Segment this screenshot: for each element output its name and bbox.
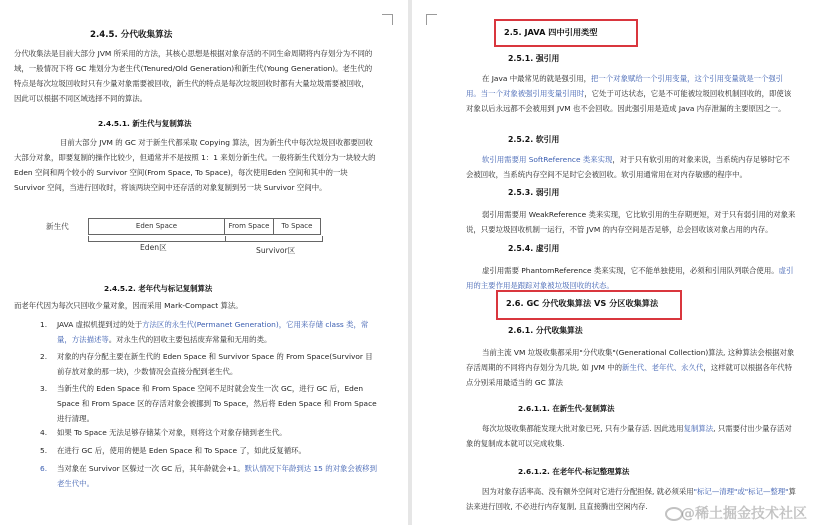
heading-2-6: 2.6. GC 分代收集算法 VS 分区收集算法 (506, 298, 659, 308)
heading-2-4-5-1: 2.4.5.1. 新生代与复制算法 (98, 119, 192, 128)
watermark: @稀土掘金技术社区 (681, 506, 807, 522)
list-item-number: 2. (40, 352, 48, 361)
list-item: 当对象在 Survivor 区躲过一次 GC 后，其年龄就会+1。默认情况下年龄到达 15 的对象会被移到老生代中。 (57, 464, 377, 488)
list-item-number: 1. (40, 320, 48, 329)
paragraph-phantom-reference: 虚引用需要 PhantomReference 类来实现，它不能单独使用，必须和引用队列联合使用。虚引用的主要作用是跟踪对象被垃圾回收的状态。 (466, 266, 794, 290)
paragraph-young-copy: 每次垃圾收集都能发现大批对象已死, 只有少量存活. 因此选用复制算法, 只需要付出少量存活对象的复制成本就可以完成收集. (466, 424, 792, 448)
list-item: 如果 To Space 无法足够存储某个对象，则将这个对象存储到老生代。 (57, 428, 287, 437)
paragraph-weak-reference: 弱引用需要用 WeakReference 类来实现，它比软引用的生存期更短，对于只有弱引用的对象来说，只要垃圾回收机制一运行，不管 JVM 的内存空间是否足够，总会回收该对象占用的内存。 (466, 210, 796, 234)
paragraph-generational-collection: 当前主流 VM 垃圾收集都采用"分代收集"(Generational Collection)算法, 这种算法会根据对象存活周期的不同将内存划分为几块, 如 JVM 中的新生代、老年代、永久代，这样就可以根据各年代特点分别采用最适当的 GC 算法 (466, 348, 795, 387)
heading-2-5-1: 2.5.1. 强引用 (508, 54, 560, 63)
survivor-region-label: Survivor区 (256, 246, 296, 255)
paragraph-old-mark-compact-2: 因为对象存活率高、没有额外空间对它进行分配担保, 就必须采用"标记—清理"或"标记—整理"算法来进行回收, 不必进行内存复制, 且直接腾出空闲内存. (466, 487, 796, 511)
page-corner-mark (382, 14, 393, 25)
list-item-number: 6. (40, 464, 48, 473)
young-generation-label: 新生代 (46, 222, 69, 231)
page-corner-mark (426, 14, 437, 25)
survivor-bracket (225, 236, 323, 242)
heading-2-6-1-1: 2.6.1.1. 在新生代-复制算法 (518, 404, 615, 413)
right-page (412, 0, 815, 525)
list-item-number: 4. (40, 428, 48, 437)
list-item: JAVA 虚拟机提到过的处于方法区的永生代(Permanet Generation)，它用来存储 class 类，常量，方法描述等。对永生代的回收主要包括废弃常量和无用的类。 (57, 320, 369, 344)
heading-2-5-2: 2.5.2. 软引用 (508, 135, 560, 144)
heading-2-5-3: 2.5.3. 弱引用 (508, 188, 560, 197)
eden-space-cell: Eden Space (89, 219, 225, 234)
from-space-cell: From Space (225, 219, 274, 234)
heading-2-5: 2.5. JAVA 四中引用类型 (504, 27, 598, 37)
list-item: 当新生代的 Eden Space 和 From Space 空间不足时就会发生一次 GC，进行 GC 后，Eden Space 和 From Space 区的存活对象会被挪到 To Space，然后将 Eden Space 和 From Space 进行清理。 (57, 384, 377, 423)
heading-2-4-5: 2.4.5. 分代收集算法 (90, 30, 173, 40)
paragraph-old-mark-compact: 而老年代因为每次只回收少量对象，因而采用 Mark-Compact 算法。 (14, 301, 243, 310)
paragraph-soft-reference: 软引用需要用 SoftReference 类来实现，对于只有软引用的对象来说，当系统内存足够时它不会被回收，当系统内存空间不足时它会被回收。软引用通常用在对内存敏感的程序中。 (466, 155, 790, 179)
paragraph-young-copying: 目前大部分 JVM 的 GC 对于新生代都采取 Copying 算法，因为新生代中每次垃圾回收都要回收大部分对象，即要复制的操作比较少，但通常并不是按照 1：1 来划分新生代。一般将新生代划分为一块较大的 Eden 空间和两个较小的 Survivor 空间(From Space, To Space)，每次使用Eden 空间和其中的一块 Survivor 空间，当进行回收时，将该两块空间中还存活的对象复制到另一块 Survivor 空间中。 (14, 138, 376, 192)
heading-2-5-4: 2.5.4. 虚引用 (508, 244, 560, 253)
list-item: 对象的内存分配主要在新生代的 Eden Space 和 Survivor Space 的 From Space(Survivor 目前存放对象的那一块)，少数情况会直接分配到老生代。 (57, 352, 373, 376)
paragraph-generational: 分代收集法是目前大部分 JVM 所采用的方法，其核心思想是根据对象存活的不同生命周期将内存划分为不同的域，一般情况下将 GC 堆划分为老生代(Tenured/Old Generation)和新生代(Young Generation)。老生代的特点是每次垃圾回收时只有少量对象需要被回收，新生代的特点是每次垃圾回收时都有大量垃圾需要被回收，因此可以根据不同区域选择不同的算法。 (14, 49, 373, 103)
list-item-number: 5. (40, 446, 48, 455)
to-space-cell: To Space (281, 222, 313, 230)
paragraph-strong-reference: 在 Java 中最常见的就是强引用，把一个对象赋给一个引用变量，这个引用变量就是一个强引用。当一个对象被强引用变量引用时，它处于可达状态，它是不可能被垃圾回收机制回收的，即使该对象以后永远都不会被用到 JVM 也不会回收。因此强引用是造成 Java 内存泄漏的主要原因之一。 (466, 74, 792, 113)
memory-bar (88, 218, 321, 235)
list-item: 在进行 GC 后，使用的便是 Eden Space 和 To Space 了，如此反复循环。 (57, 446, 306, 455)
heading-2-6-1: 2.6.1. 分代收集算法 (508, 326, 583, 335)
heading-2-6-1-2: 2.6.1.2. 在老年代-标记整理算法 (518, 467, 630, 476)
eden-region-label: Eden区 (140, 243, 167, 252)
list-item-number: 3. (40, 384, 48, 393)
heading-2-4-5-2: 2.4.5.2. 老年代与标记复制算法 (104, 284, 213, 293)
